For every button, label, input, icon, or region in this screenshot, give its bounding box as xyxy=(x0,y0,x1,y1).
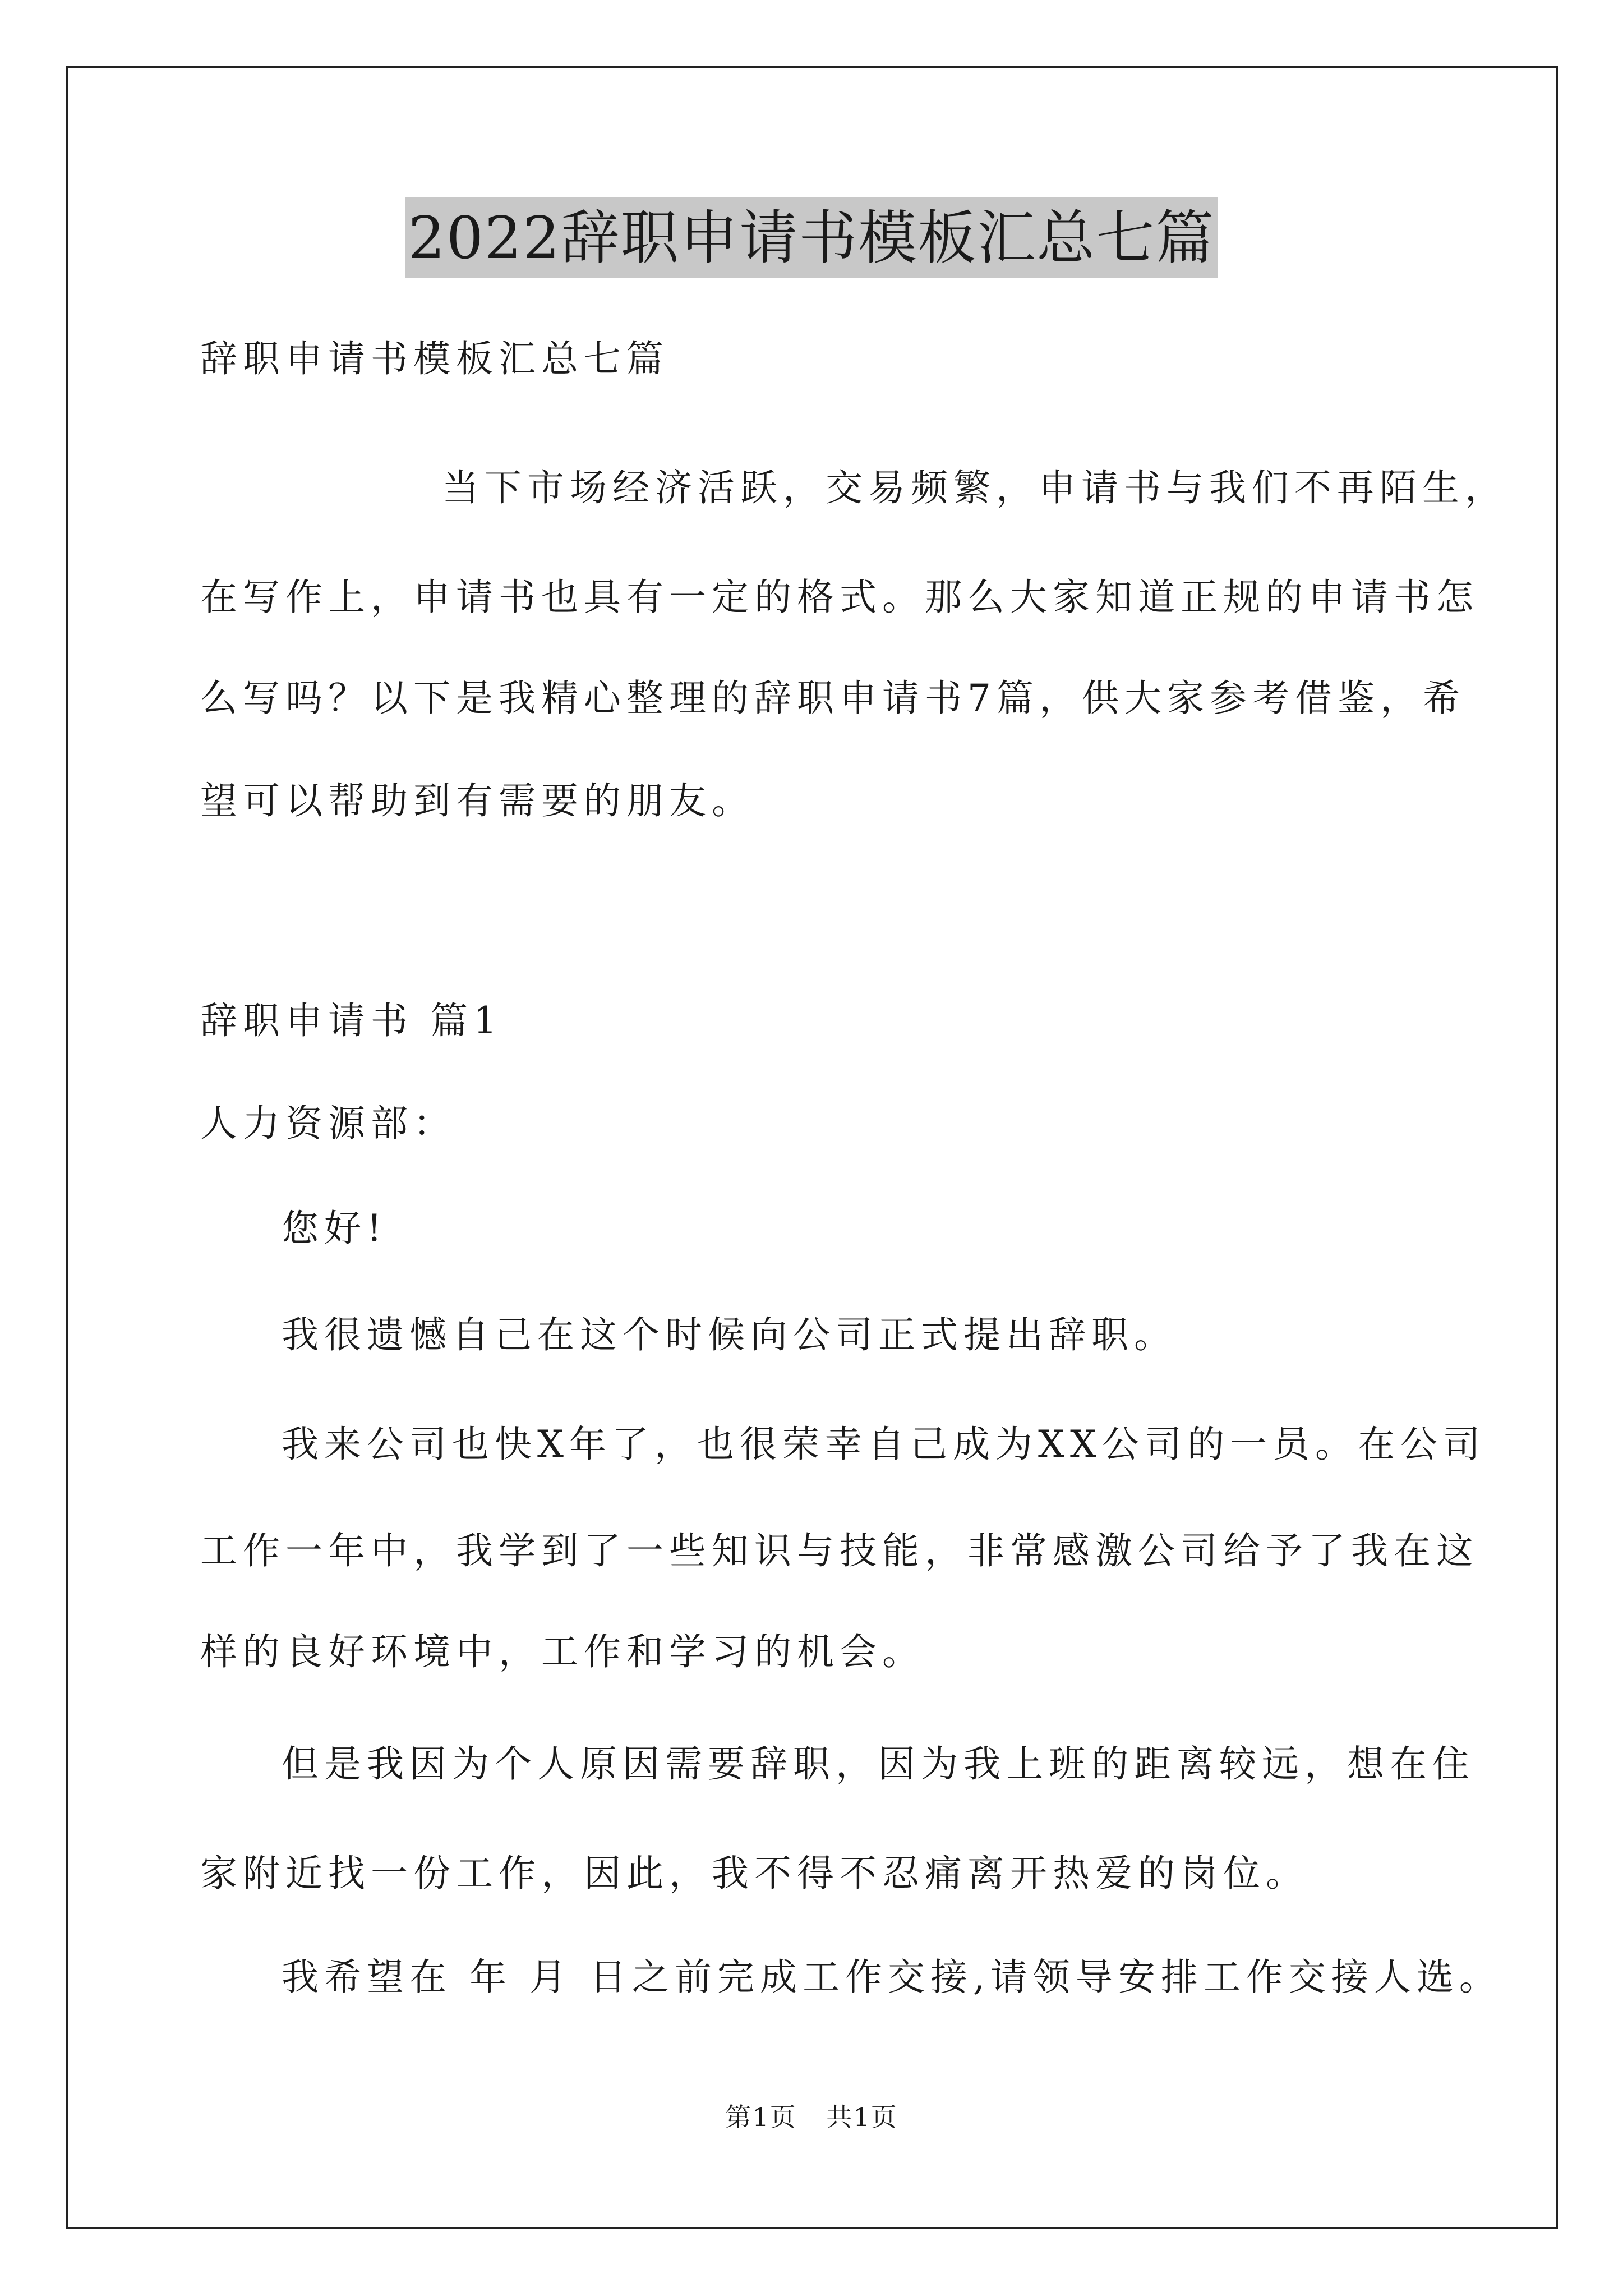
recipient: 人力资源部： xyxy=(200,1102,456,1145)
body-line-6: 家附近找一份工作，因此，我不得不忍痛离开热爱的岗位。 xyxy=(200,1852,1308,1895)
title-container xyxy=(0,197,1623,278)
intro-line-4: 望可以帮助到有需要的朋友。 xyxy=(200,779,754,822)
section-heading: 辞职申请书 篇1 xyxy=(200,999,502,1042)
intro-line-3: 么写吗？以下是我精心整理的辞职申请书7篇，供大家参考借鉴，希 xyxy=(200,677,1465,720)
intro-line-2: 在写作上，申请书也具有一定的格式。那么大家知道正规的申请书怎 xyxy=(200,576,1479,619)
body-line-3: 工作一年中，我学到了一些知识与技能，非常感激公司给予了我在这 xyxy=(200,1529,1479,1572)
intro-line-1: 当下市场经济活跃，交易频繁，申请书与我们不再陌生， xyxy=(442,466,1507,509)
greeting: 您好! xyxy=(282,1207,388,1250)
body-line-4: 样的良好环境中，工作和学习的机会。 xyxy=(200,1630,925,1673)
body-line-5: 但是我因为个人原因需要辞职，因为我上班的距离较远，想在住 xyxy=(282,1742,1475,1786)
body-line-7: 我希望在 年 月 日之前完成工作交接,请领导安排工作交接人选。 xyxy=(282,1955,1502,1999)
page-total: 共1页 xyxy=(826,2102,898,2132)
subtitle: 辞职申请书模板汇总七篇 xyxy=(200,337,669,380)
page-footer xyxy=(0,2097,1623,2134)
body-line-2: 我来公司也快X年了，也很荣幸自己成为XX公司的一员。在公司 xyxy=(282,1423,1486,1466)
page-number: 第1页 xyxy=(725,2102,797,2132)
body-line-1: 我很遗憾自己在这个时候向公司正式提出辞职。 xyxy=(282,1313,1177,1356)
page-title: 2022辞职申请书模板汇总七篇 xyxy=(405,197,1219,278)
